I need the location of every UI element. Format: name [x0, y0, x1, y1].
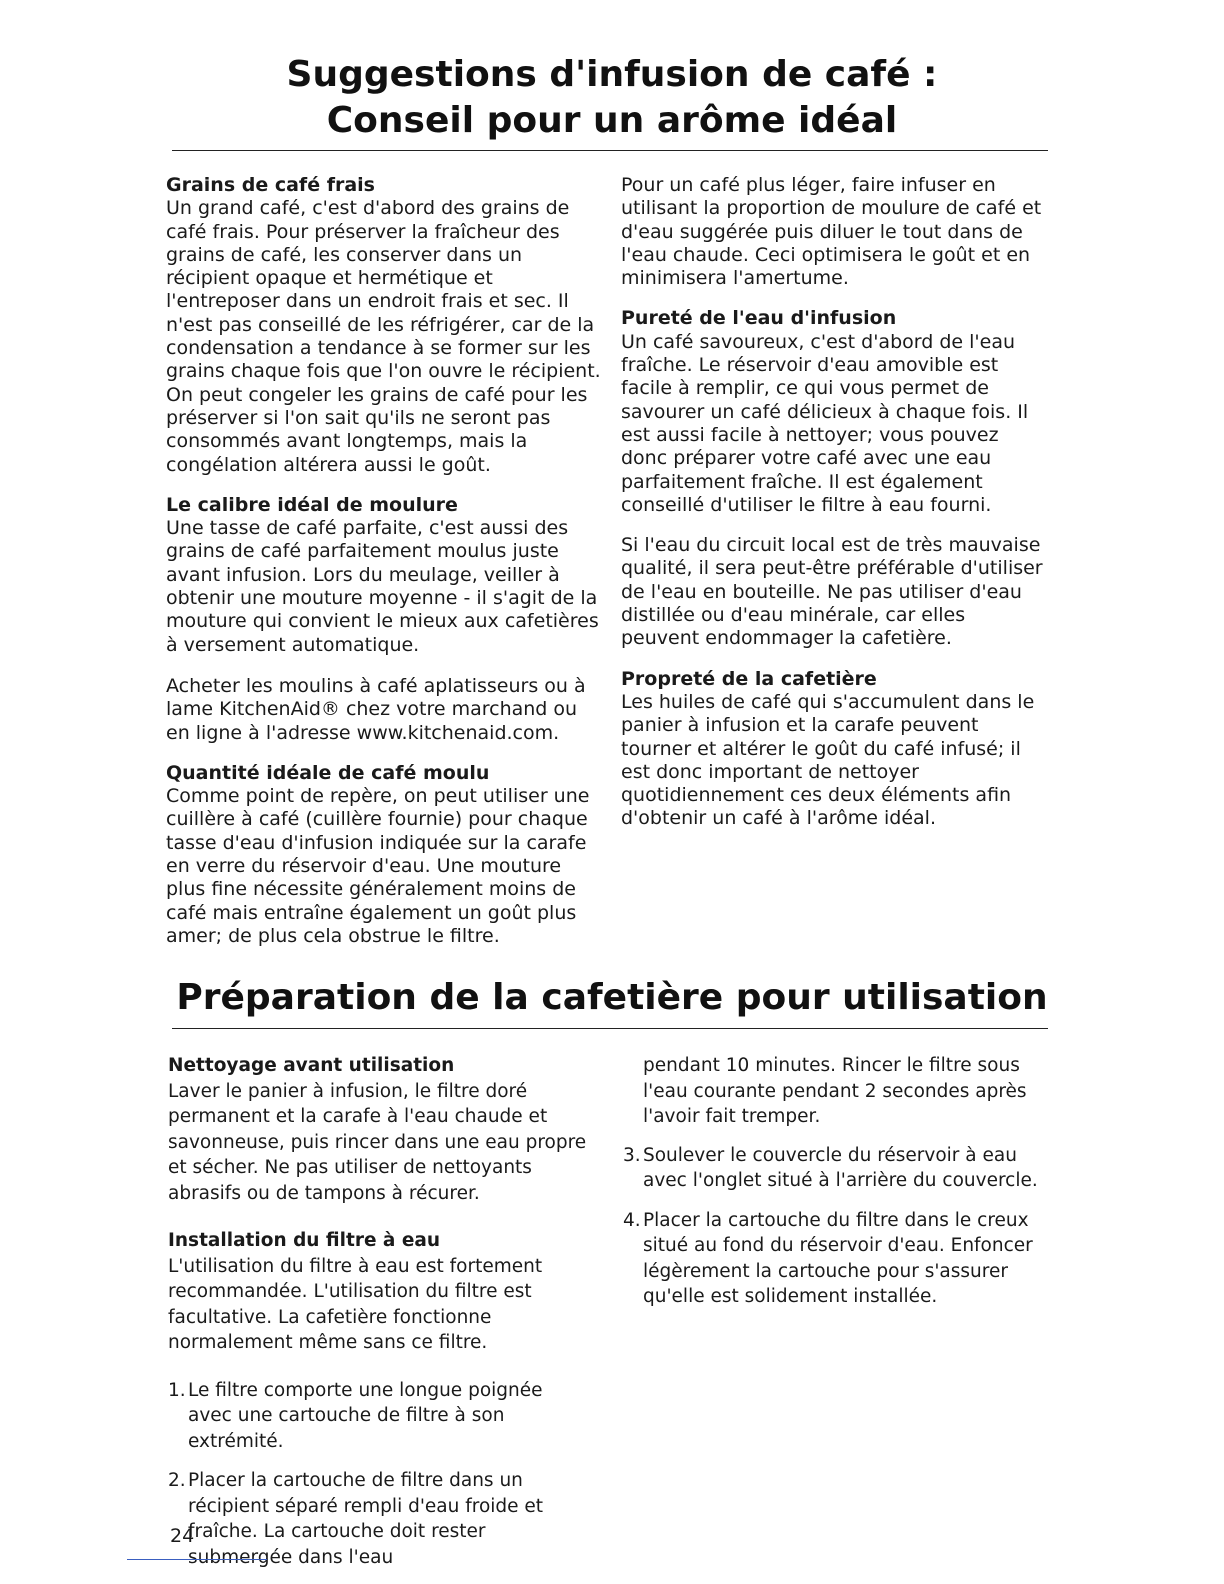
section2-left-column	[168, 1053, 588, 1570]
section1-title	[0, 52, 1224, 144]
steps-list-left	[168, 1378, 588, 1571]
list-item	[623, 1208, 1053, 1310]
step-text: Placer la cartouche du filtre dans le creux situé au fond du réservoir d'eau. Enfoncer légèrement la cartouche pour s'assurer qu'elle est solidement installée.	[643, 1209, 1033, 1307]
steps-list-right	[623, 1143, 1053, 1310]
nettoyage-text: Laver le panier à infusion, le filtre doré permanent et la carafe à l'eau chaude et savonneuse, puis rincer dans une eau propre et sécher. Ne pas utiliser de nettoyants abrasifs ou de tampons à récurer.	[168, 1080, 587, 1204]
section1-title-line1: Suggestions d'infusion de café :	[286, 54, 938, 95]
nettoyage-heading: Nettoyage avant utilisation	[168, 1055, 455, 1076]
section2-title-text: Préparation de la cafetière pour utilisation	[176, 977, 1048, 1018]
step-number: 1.	[168, 1379, 186, 1401]
step-number: 3.	[623, 1144, 641, 1166]
quantite-heading: Quantité idéale de café moulu	[166, 761, 490, 784]
installation-text: L'utilisation du filtre à eau est fortement recommandée. L'utilisation du filtre est facultative. La cafetière fonctionne normalement même sans ce filtre.	[168, 1255, 543, 1353]
calibre-text: Une tasse de café parfaite, c'est aussi des grains de café parfaitement moulus juste avant infusion. Lors du meulage, veiller à obtenir une mouture moyenne - il s'agit de la mouture qui convient le mieux aux cafetières à versement automatique.	[166, 517, 599, 656]
quantite-text: Comme point de repère, on peut utiliser une cuillère à café (cuillère fournie) pour chaque tasse d'eau d'infusion indiquée sur la carafe en verre du réservoir d'eau. Une mouture plus fine nécessite généralement moins de café mais entraîne également un goût plus amer; de plus cela obstrue le filtre.	[166, 785, 590, 947]
footer-line	[127, 1559, 267, 1560]
step-text: Placer la cartouche de filtre dans un récipient séparé rempli d'eau froide et fraîche. La cartouche doit rester submergée dans l'eau	[188, 1470, 544, 1568]
grains-text: Un grand café, c'est d'abord des grains de café frais. Pour préserver la fraîcheur des grains de café, les conserver dans un récipient opaque et hermétique et l'entreposer dans un endroit frais et sec. Il n'est pas conseillé de les réfrigérer, car de la condensation a tendance à se former sur les grains chaque fois que l'on ouvre le récipient. On peut congeler les grains de café pour les préserver si l'on sait qu'ils ne seront pas consommés avant longtemps, mais la congélation altérera aussi le goût.	[166, 197, 601, 476]
section1-left-column	[166, 174, 602, 948]
installation-heading: Installation du filtre à eau	[168, 1230, 441, 1251]
eau-locale-text: Si l'eau du circuit local est de très mauvaise qualité, il sera peut-être préférable d'utiliser de l'eau en bouteille. Ne pas utiliser d'eau distillée ou d'eau minérale, car elles peuvent endommager la cafetière.	[621, 534, 1043, 650]
section2-divider	[172, 1028, 1048, 1029]
list-item	[168, 1468, 588, 1570]
step-text: Soulever le couvercle du réservoir à eau avec l'onglet situé à l'arrière du couvercle.	[643, 1144, 1038, 1191]
purete-heading: Pureté de l'eau d'infusion	[621, 307, 897, 330]
step-number: 2.	[168, 1470, 186, 1491]
list-item	[168, 1378, 588, 1455]
section1-divider	[172, 150, 1048, 151]
step-number: 4.	[623, 1209, 641, 1231]
step-text: Le filtre comporte une longue poignée avec une cartouche de filtre à son extrémité.	[188, 1379, 543, 1452]
section2-right-column	[623, 1053, 1053, 1310]
section1-right-column	[621, 174, 1043, 831]
step2-continuation: pendant 10 minutes. Rincer le filtre sous l'eau courante pendant 2 secondes après l'avoir fait tremper.	[643, 1055, 1027, 1127]
page-number: 24	[170, 1525, 195, 1547]
section2-title	[0, 975, 1224, 1021]
purete-text: Un café savoureux, c'est d'abord de l'eau fraîche. Le réservoir d'eau amovible est facile à remplir, ce qui vous permet de savourer un café délicieux à chaque fois. Il est aussi facile à nettoyer; vous pouvez donc préparer votre café avec une eau parfaitement fraîche. Il est également conseillé d'utiliser le filtre à eau fourni.	[621, 330, 1029, 516]
moulins-text: Acheter les moulins à café aplatisseurs ou à lame KitchenAid® chez votre marchand ou en ligne à l'adresse www.kitchenaid.com.	[166, 674, 586, 744]
section1-title-line2: Conseil pour un arôme idéal	[326, 100, 898, 141]
leger-text: Pour un café plus léger, faire infuser en utilisant la proportion de moulure de café et d'eau suggérée puis diluer le tout dans de l'eau chaude. Ceci optimisera le goût et en minimisera l'amertume.	[621, 174, 1042, 290]
proprete-text: Les huiles de café qui s'accumulent dans le panier à infusion et la carafe peuvent tourner et altérer le goût du café infusé; il est donc important de nettoyer quotidiennement ces deux éléments afin d'obtenir un café à l'arôme idéal.	[621, 690, 1035, 830]
calibre-heading: Le calibre idéal de moulure	[166, 493, 458, 516]
proprete-heading: Propreté de la cafetière	[621, 667, 877, 690]
list-item	[623, 1143, 1053, 1194]
grains-heading: Grains de café frais	[166, 174, 375, 196]
